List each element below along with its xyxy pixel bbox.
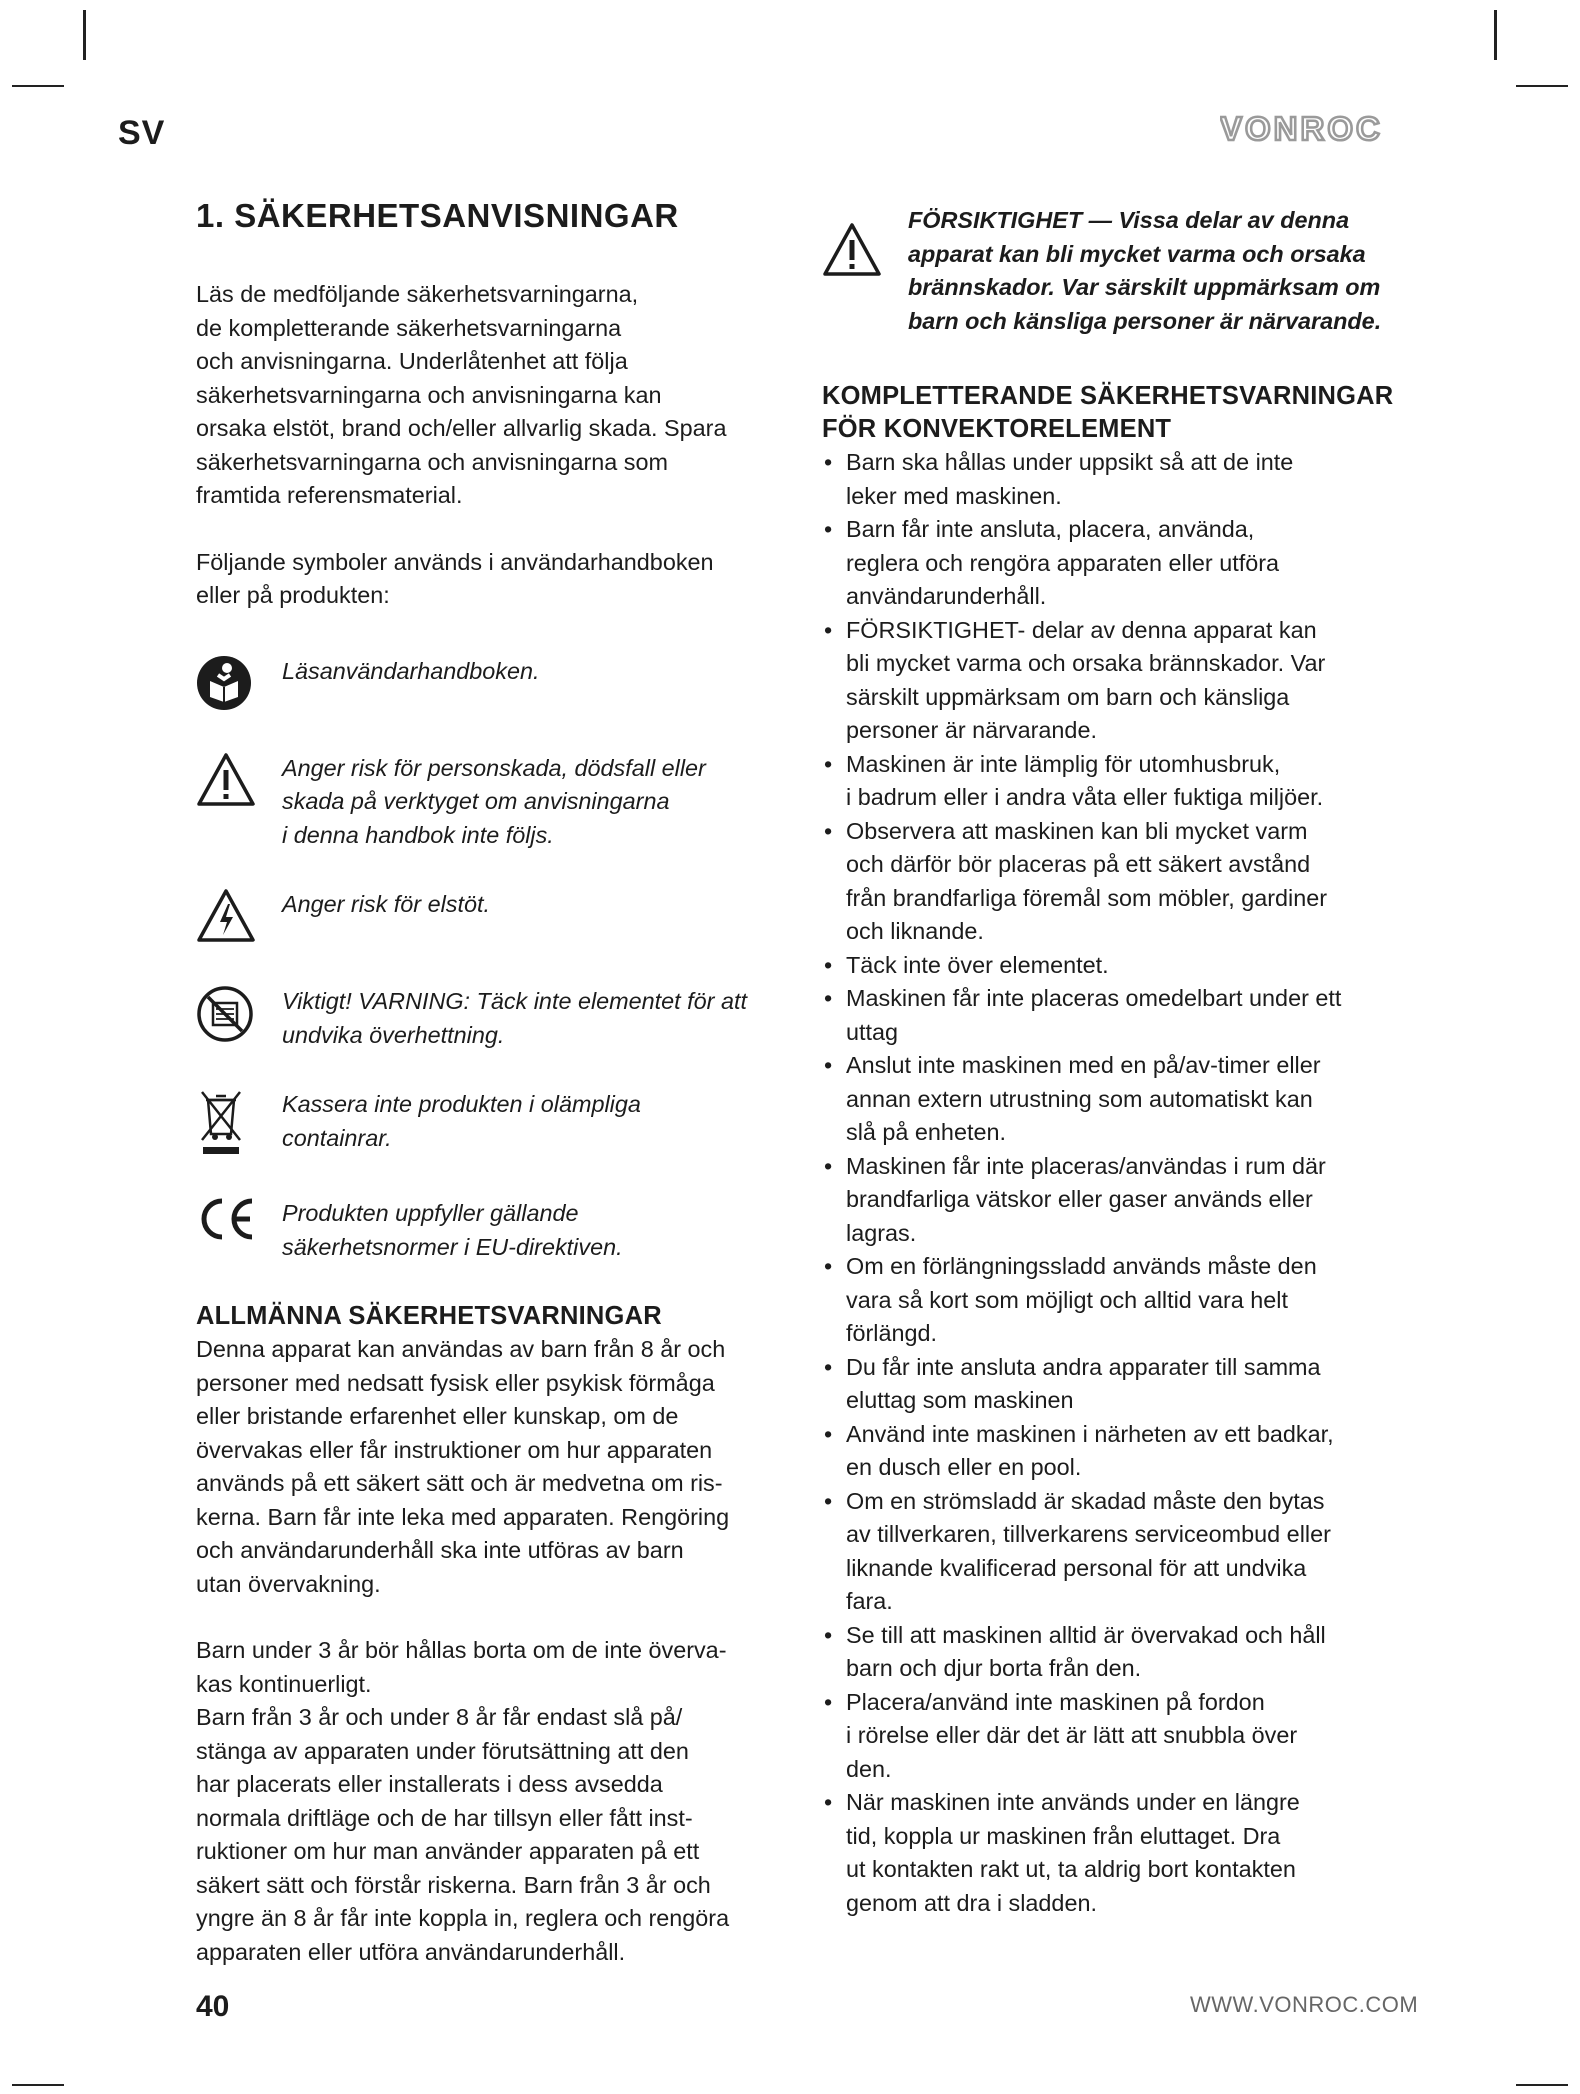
crop-mark bbox=[1494, 10, 1497, 60]
list-item: • Täck inte över elementet. bbox=[824, 951, 1109, 978]
caution-block bbox=[822, 204, 1422, 338]
list-item: • Barn ska hållas under uppsikt så att de inte leker med maskinen. bbox=[824, 449, 1294, 509]
crop-mark bbox=[1516, 2084, 1568, 2086]
do-not-cover-icon bbox=[196, 983, 282, 1048]
symbol-row bbox=[196, 983, 806, 1052]
symbol-description: Läsanvändarhandboken. bbox=[282, 657, 540, 684]
crop-mark bbox=[83, 10, 86, 60]
weee-bin-icon bbox=[196, 1086, 282, 1161]
read-manual-icon bbox=[196, 653, 282, 716]
symbol-description: Kassera inte produkten i olämpliga containrar. bbox=[282, 1091, 641, 1151]
supplementary-warnings-title: KOMPLETTERANDE SÄKERHETSVARNINGAR FÖR KONVEKTORELEMENT bbox=[822, 382, 1394, 443]
list-item: • Placera/använd inte maskinen på fordon i rörelse eller där det är lätt att snubbla över den. bbox=[824, 1688, 1298, 1782]
crop-mark bbox=[1516, 85, 1568, 87]
intro-paragraph: Läs de medföljande säkerhetsvarningarna, de kompletterande säkerhetsvarningarna och anvisningarna. Underlåtenhet att följa säkerhetsvarningarna och anvisningarna kan orsaka elstöt, brand och/eller allvarlig skada. Spara säkerhetsvarningarna och anvisningarna som framtida referensmaterial. bbox=[196, 281, 727, 508]
right-column bbox=[822, 204, 1422, 1920]
crop-mark bbox=[12, 2084, 64, 2086]
warning-triangle-icon bbox=[196, 750, 282, 813]
list-item: • Se till att maskinen alltid är övervakad och håll barn och djur borta från den. bbox=[824, 1621, 1326, 1681]
general-warnings-paragraph: Denna apparat kan användas av barn från 8 år och personer med nedsatt fysisk eller psykisk förmåga eller bristande erfarenhet eller kunskap, om de övervakas eller får instruktioner om hur apparaten används på ett säkert sätt och är medvetna om ris- kerna. Barn får inte leka med apparaten. Rengöring och användarunderhåll ska inte utföras av barn utan övervakning. bbox=[196, 1336, 730, 1597]
symbol-list bbox=[196, 653, 806, 1265]
page-number: 40 bbox=[196, 1990, 230, 2023]
footer-url: WWW.VONROC.COM bbox=[1190, 1992, 1419, 2017]
list-item: • FÖRSIKTIGHET- delar av denna apparat kan bli mycket varma och orsaka brännskador. Var särskilt uppmärksam om barn och känsliga personer är närvarande. bbox=[824, 616, 1326, 743]
symbol-description: Anger risk för elstöt. bbox=[282, 891, 490, 917]
symbol-row bbox=[196, 750, 806, 853]
symbol-description: Anger risk för personskada, dödsfall eller skada på verktyget om anvisningarna i denna handbok inte följs. bbox=[282, 754, 706, 848]
list-item: • Maskinen får inte placeras/användas i rum där brandfarliga vätskor eller gaser används eller lagras. bbox=[824, 1152, 1326, 1246]
list-item: • Om en förlängningssladd används måste den vara så kort som möjligt och alltid vara helt förlängd. bbox=[824, 1253, 1317, 1346]
symbol-description: Produkten uppfyller gällande säkerhetsnormer i EU-direktiven. bbox=[282, 1200, 623, 1260]
list-item: • Anslut inte maskinen med en på/av-timer eller annan extern utrustning som automatiskt kan slå på enheten. bbox=[824, 1052, 1321, 1145]
symbol-row bbox=[196, 1195, 806, 1264]
electric-shock-icon bbox=[196, 886, 282, 949]
list-item: • Om en strömsladd är skadad måste den bytas av tillverkaren, tillverkarens serviceombud eller liknande kvalificerad personal för att undvika fara. bbox=[824, 1487, 1331, 1614]
symbol-row bbox=[196, 1086, 806, 1161]
brand-logo bbox=[1220, 114, 1390, 149]
list-item: • Barn får inte ansluta, placera, använda, reglera och rengöra apparaten eller utföra användarunderhåll. bbox=[824, 516, 1280, 609]
list-item: • Maskinen är inte lämplig för utomhusbruk, i badrum eller i andra våta eller fuktiga miljöer. bbox=[824, 750, 1324, 810]
general-warnings-paragraph: Barn under 3 år bör hållas borta om de inte överva- kas kontinuerligt. Barn från 3 år och under 8 år får endast slå på/ stänga av apparaten under förutsättning att den har placerats eller installerats i dess avsedda normala driftläge och de har tillsyn eller fått inst- ruktioner om hur man använder apparaten på ett säkert sätt och förstår riskerna. Barn från 3 år och yngre än 8 år får inte koppla in, reglera och rengöra apparaten eller utföra användarunderhåll. bbox=[196, 1637, 730, 1965]
warning-triangle-icon bbox=[822, 204, 908, 283]
crop-mark bbox=[12, 85, 64, 87]
caution-text: FÖRSIKTIGHET — Vissa delar av denna apparat kan bli mycket varma och orsaka brännskador. Var särskilt uppmärksam om barn och känsliga personer är närvarande. bbox=[908, 207, 1382, 334]
symbol-row bbox=[196, 653, 806, 716]
ce-mark-icon bbox=[196, 1195, 282, 1246]
warning-list bbox=[822, 446, 1422, 1920]
symbols-intro: Följande symboler används i användarhandboken eller på produkten: bbox=[196, 548, 714, 608]
language-code: SV bbox=[118, 114, 166, 152]
symbol-row bbox=[196, 886, 806, 949]
brand-logo-text: VONROC bbox=[1220, 114, 1383, 144]
symbol-description: Viktigt! VARNING: Täck inte elementet för att undvika överhettning. bbox=[282, 988, 747, 1048]
general-warnings-title: ALLMÄNNA SÄKERHETSVARNINGAR bbox=[196, 1302, 662, 1330]
list-item: • Använd inte maskinen i närheten av ett badkar, en dusch eller en pool. bbox=[824, 1420, 1334, 1480]
list-item: • Observera att maskinen kan bli mycket varm och därför bör placeras på ett säkert avstånd från brandfarliga föremål som möbler, gardiner och liknande. bbox=[824, 817, 1328, 944]
list-item: • När maskinen inte används under en längre tid, koppla ur maskinen från eluttaget. Dra ut kontakten rakt ut, ta aldrig bort kontakten genom att dra i sladden. bbox=[824, 1789, 1300, 1916]
left-column bbox=[196, 196, 806, 1969]
list-item: • Du får inte ansluta andra apparater till samma eluttag som maskinen bbox=[824, 1353, 1321, 1413]
section-title: 1. SÄKERHETSANVISNINGAR bbox=[196, 197, 679, 234]
list-item: • Maskinen får inte placeras omedelbart under ett uttag bbox=[824, 985, 1342, 1045]
